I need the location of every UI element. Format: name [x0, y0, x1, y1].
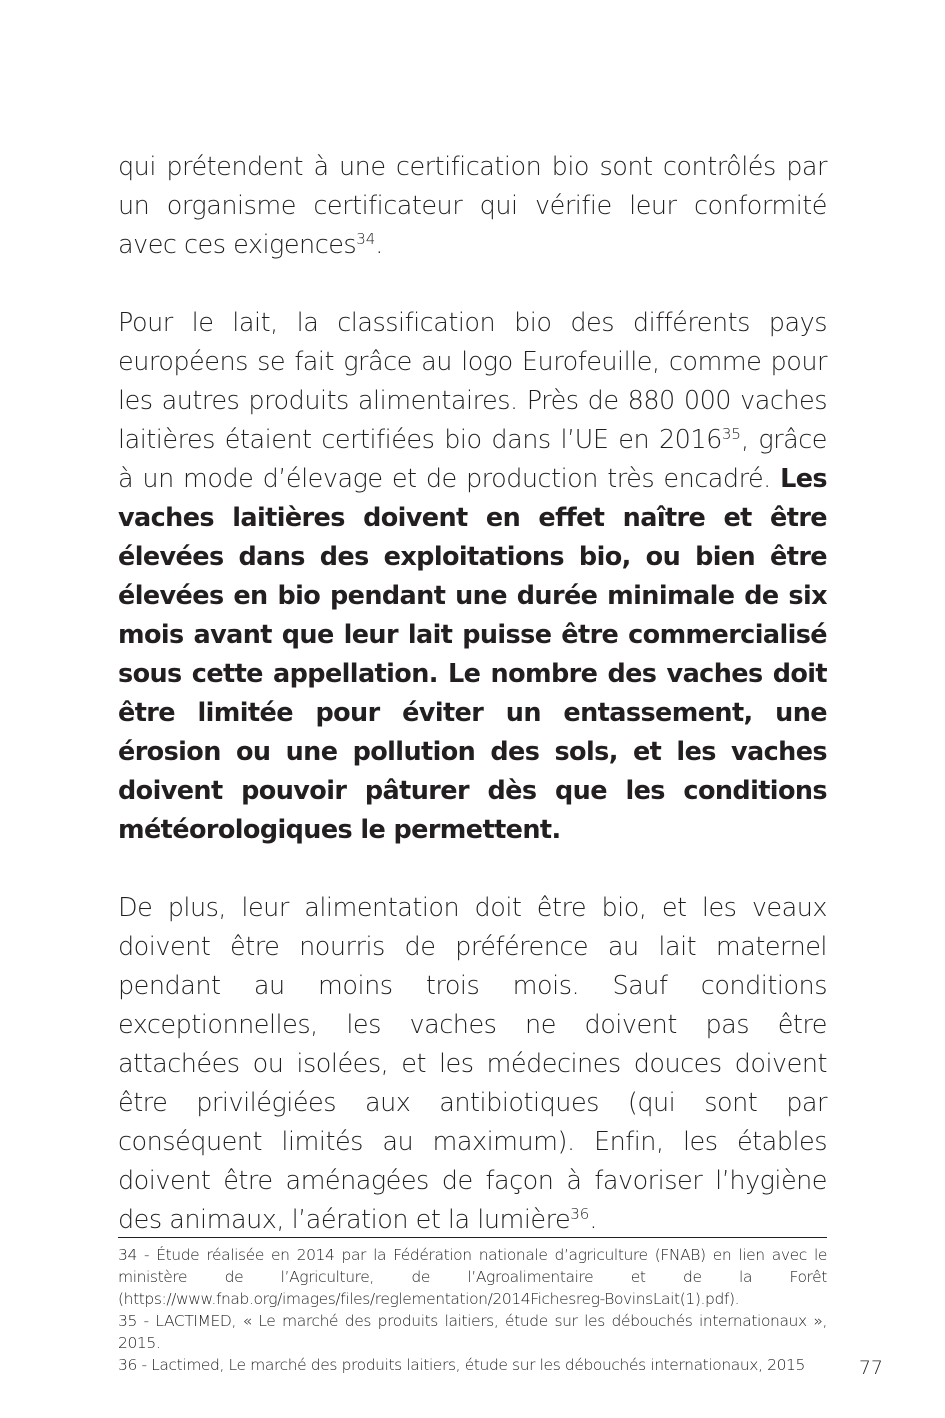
paragraph-1: [118, 148, 827, 265]
footnote-35: 35 - LACTIMED, « Le marché des produits laitiers, étude sur les débouchés internationaux », 2015.: [118, 1312, 827, 1352]
paragraph-3-end: .: [589, 1205, 597, 1235]
paragraph-2: [118, 304, 827, 850]
footnote-36: 36 - Lactimed, Le marché des produits laitiers, étude sur les débouchés internationaux, 2015: [118, 1356, 805, 1374]
paragraph-3-text: De plus, leur alimentation doit être bio, et les veaux doivent être nourris de préférence au lait maternel pendant au moins trois mois. Sauf conditions exceptionnelles, les vaches ne doivent pas être attachées ou isolées, et les médecines douces doivent être privilégiées aux antibiotiques (qui sont par conséquent limités au maximum). Enfin, les étables doivent être aménagées de façon à favoriser l’hygiène des animaux, l’aération et la lumière: [118, 893, 827, 1235]
footnote-ref-35[interactable]: 35: [721, 425, 741, 443]
footnote-divider: [118, 1237, 827, 1238]
paragraph-2-bold-text: Les vaches laitières doivent en effet naître et être élevées dans des exploitations bio, ou bien être élevées en bio pendant une durée minimale de six mois avant que leur lait puisse être commercialisé sous cette appellation. Le nombre des vaches doit être limitée pour éviter un entassement, une érosion ou une pollution des sols, et les vaches doivent pouvoir pâturer dès que les conditions météorologiques le permettent.: [118, 464, 827, 845]
footnote-ref-36[interactable]: 36: [570, 1205, 590, 1223]
footnotes: [118, 1244, 827, 1376]
footnote-ref-34[interactable]: 34: [356, 230, 376, 248]
page-number: 77: [858, 1357, 883, 1379]
body-text: [118, 148, 827, 1279]
paragraph-1-text: qui prétendent à une certification bio sont contrôlés par un organisme certificateur qui vérifie leur conformité avec ces exigences: [118, 152, 827, 260]
footnote-34: 34 - Étude réalisée en 2014 par la Fédération nationale d’agriculture (FNAB) en lien avec le ministère de l’Agriculture, de l’Agroalimentaire et de la Forêt (https://www.fnab.org/images/files/reglementation/2014Fichesreg-BovinsLait(1).pdf).: [118, 1246, 827, 1308]
paragraph-3: [118, 889, 827, 1240]
paragraph-2-text-cont: , grâce à un mode d’élevage et de production très encadré.: [118, 425, 827, 494]
paragraph-1-end: .: [375, 230, 383, 260]
paragraph-2-text: Pour le lait, la classification bio des différents pays européens se fait grâce au logo Eurofeuille, comme pour les autres produits alimentaires. Près de 880 000 vaches laitières étaient certifiées bio dans l’UE en 2016: [118, 308, 827, 455]
